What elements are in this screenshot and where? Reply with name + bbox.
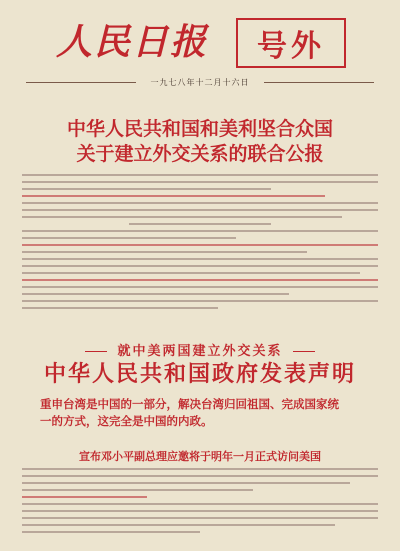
statement-body-text: [22, 468, 378, 538]
text-line: [22, 286, 378, 288]
statement-lead-line2: 一的方式，这完全是中国的内政。: [40, 414, 213, 428]
extra-edition-box: 号外: [236, 18, 346, 68]
text-line: [22, 517, 378, 519]
text-line: [22, 489, 253, 491]
text-line: [22, 293, 289, 295]
text-line: [22, 307, 218, 309]
text-line: [22, 279, 378, 281]
statement-kicker: [20, 340, 380, 359]
text-line: [22, 251, 307, 253]
text-line: [22, 510, 378, 512]
communique-title-line2: 关于建立外交关系的联合公报: [76, 143, 324, 165]
date-rule-right-line: [264, 82, 374, 83]
text-line: [129, 223, 271, 225]
text-line: [22, 230, 378, 232]
text-line: [22, 503, 378, 505]
kicker-dash-right: [293, 351, 315, 352]
communique-body-text: [22, 174, 378, 314]
statement-lead-line1: 重申台湾是中国的一部分，解决台湾归回祖国、完成国家统: [40, 397, 339, 411]
masthead: [56, 14, 346, 74]
text-line: [22, 496, 147, 498]
text-line: [22, 524, 335, 526]
statement-kicker-text: 就中美两国建立外交关系: [117, 344, 283, 359]
text-line: [22, 188, 271, 190]
text-line: [22, 244, 378, 246]
text-line: [22, 272, 360, 274]
text-line: [22, 237, 236, 239]
text-line: [22, 216, 342, 218]
date-rule: [26, 77, 374, 89]
deng-visit-line: 宣布邓小平副总理应邀将于明年一月正式访问美国: [79, 450, 321, 463]
kicker-dash-left: [85, 351, 107, 352]
text-line: [22, 174, 378, 176]
statement-title: 中华人民共和国政府发表声明: [43, 362, 356, 387]
text-line: [22, 258, 378, 260]
text-line: [22, 531, 200, 533]
text-line: [22, 482, 350, 484]
text-line: [22, 202, 378, 204]
text-line: [22, 468, 378, 470]
text-line: [22, 195, 325, 197]
paper-name-logo: 人民日报: [56, 21, 209, 63]
communique-title-line1: 中华人民共和国和美利坚合众国: [66, 118, 333, 140]
text-line: [22, 475, 378, 477]
text-line: [22, 209, 378, 211]
text-line: [22, 265, 378, 267]
text-line: [22, 181, 378, 183]
text-line: [22, 300, 378, 302]
issue-date: 一九七八年十二月十六日: [150, 78, 250, 87]
